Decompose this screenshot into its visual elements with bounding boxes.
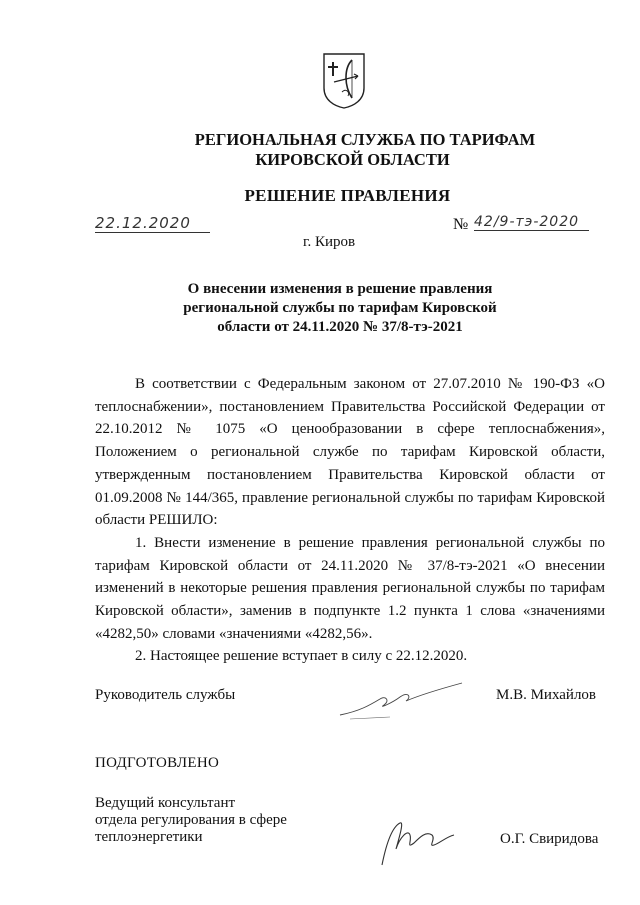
preamble-paragraph: В соответствии с Федеральным законом от 27.07.2010 № 190-ФЗ «О теплоснабжении», постановлением Правительства Российской Федерации от 22.10.2012 № 1075 «О ценообразовании в сфере теплоснабжения», Положением о региональной службе по тарифам Кировской области, утвержденным постановлением Правительства Кировской области от 01.09.2008 № 144/365, правление региональной службы по тарифам Кировской области РЕШИЛО:	[95, 376, 605, 529]
signatory-title: Руководитель службы	[95, 687, 236, 703]
preparer-position	[95, 795, 287, 846]
subject-line1: О внесении изменения в решение правления	[187, 281, 493, 297]
preparer-position-line1: Ведущий консультант	[95, 795, 236, 811]
prepared-label: ПОДГОТОВЛЕНО	[95, 755, 220, 771]
decision-subject	[160, 280, 520, 337]
subject-line2: региональной службы по тарифам Кировской	[183, 300, 497, 316]
clause-1-paragraph: 1. Внести изменение в решение правления региональной службы по тарифам Кировской области от 24.11.2020 № 37/8-тэ-2021 «О внесении изменений в некоторые решения правления региональной службы по тарифам Кировской области», заменив в подпункте 1.2 пункта 1 слова «значениями «4282,50» словами «значениями «4282,56».	[95, 534, 605, 642]
number-label: №	[453, 216, 469, 233]
head-signature	[330, 675, 470, 725]
coat-of-arms-emblem	[322, 52, 366, 110]
decision-body	[95, 373, 605, 668]
decision-date: 22.12.2020	[95, 214, 210, 233]
city: г. Киров	[303, 234, 356, 250]
preparer-position-line3: теплоэнергетики	[95, 829, 203, 845]
signatory-name: М.В. Михайлов	[496, 687, 597, 703]
organization-name-line2: КИРОВСКОЙ ОБЛАСТИ	[255, 150, 450, 169]
preparer-name: О.Г. Свиридова	[500, 831, 599, 847]
document-type-title: РЕШЕНИЕ ПРАВЛЕНИЯ	[244, 186, 451, 205]
preparer-position-line2: отдела регулирования в сфере	[95, 812, 287, 828]
organization-name-line1: РЕГИОНАЛЬНАЯ СЛУЖБА ПО ТАРИФАМ	[194, 130, 536, 149]
clause-2-paragraph: 2. Настоящее решение вступает в силу с 22.12.2020.	[135, 648, 468, 665]
decision-number: 42/9-тэ-2020	[474, 214, 589, 231]
preparer-signature	[370, 815, 460, 870]
subject-line3: области от 24.11.2020 № 37/8-тэ-2021	[217, 319, 463, 335]
